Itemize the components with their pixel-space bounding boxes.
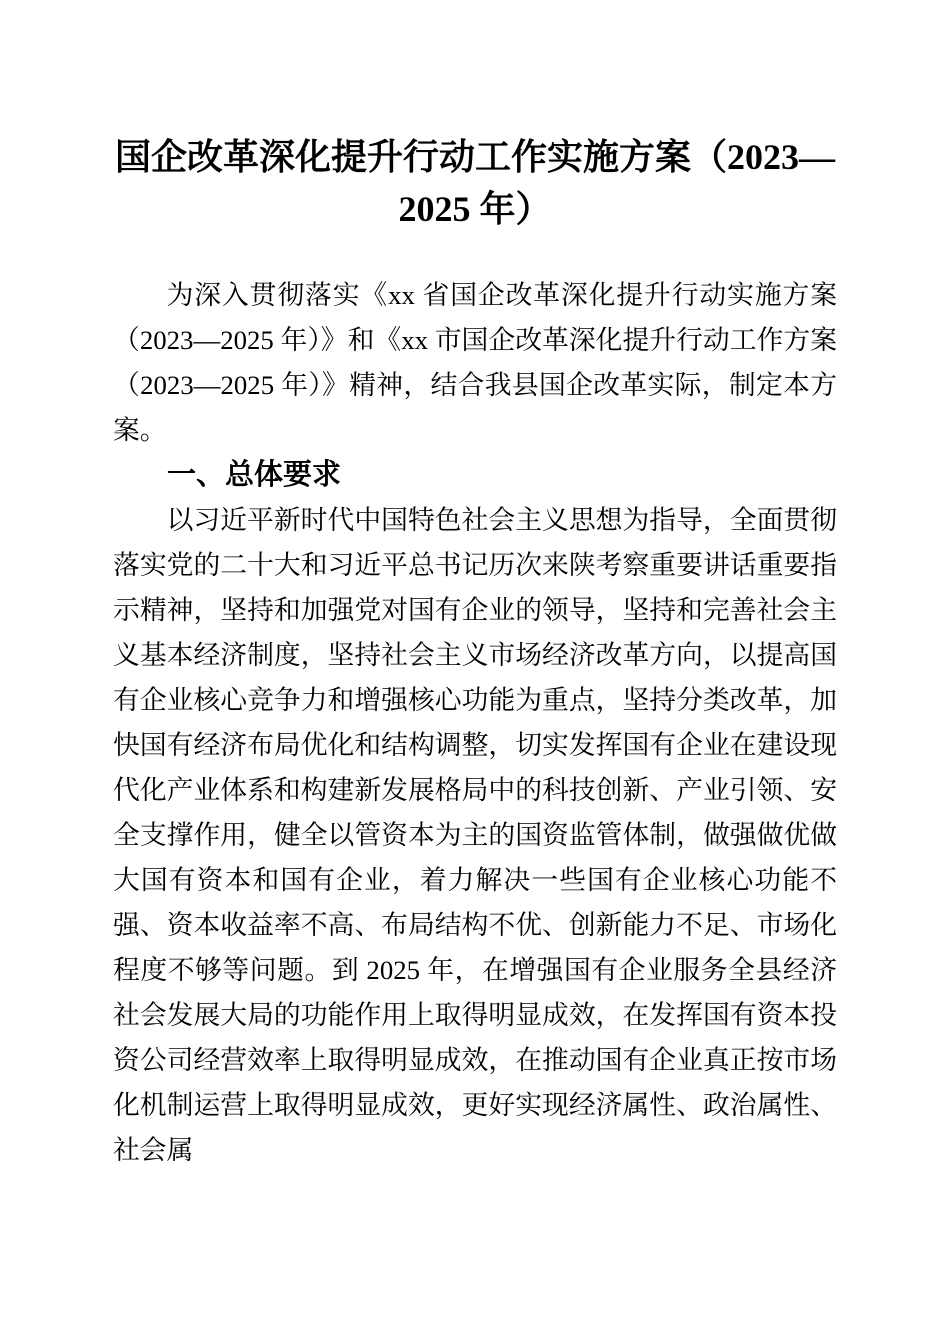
document-title-line-1: 国企改革深化提升行动工作实施方案（2023— (114, 137, 835, 177)
document-title-line-2: 2025 年） (398, 189, 552, 229)
document-title (113, 131, 837, 235)
section-1-heading: 一、总体要求 (167, 459, 342, 491)
section-1-body-paragraph: 以习近平新时代中国特色社会主义思想为指导，全面贯彻落实党的二十大和习近平总书记历次来陕考察重要讲话重要指示精神，坚持和加强党对国有企业的领导，坚持和完善社会主义基本经济制度，坚持社会主义市场经济改革方向，以提高国有企业核心竞争力和增强核心功能为重点，坚持分类改革，加快国有经济布局优化和结构调整，切实发挥国有企业在建设现代化产业体系和构建新发展格局中的科技创新、产业引领、安全支撑作用，健全以管资本为主的国资监管体制，做强做优做大国有资本和国有企业，着力解决一些国有企业核心功能不强、资本收益率不高、布局结构不优、创新能力不足、市场化程度不够等问题。到 2025 年，在增强国有企业服务全县经济社会发展大局的功能作用上取得明显成效，在发挥国有资本投资公司经营效率上取得明显成效，在推动国有企业真正按市场化机制运营上取得明显成效，更好实现经济属性、政治属性、社会属 (113, 505, 837, 1165)
intro-paragraph: 为深入贯彻落实《xx 省国企改革深化提升行动实施方案（2023—2025 年）》和《xx 市国企改革深化提升行动工作方案（2023—2025 年）》精神，结合我县国企改革实际，制定本方案。 (113, 280, 837, 445)
